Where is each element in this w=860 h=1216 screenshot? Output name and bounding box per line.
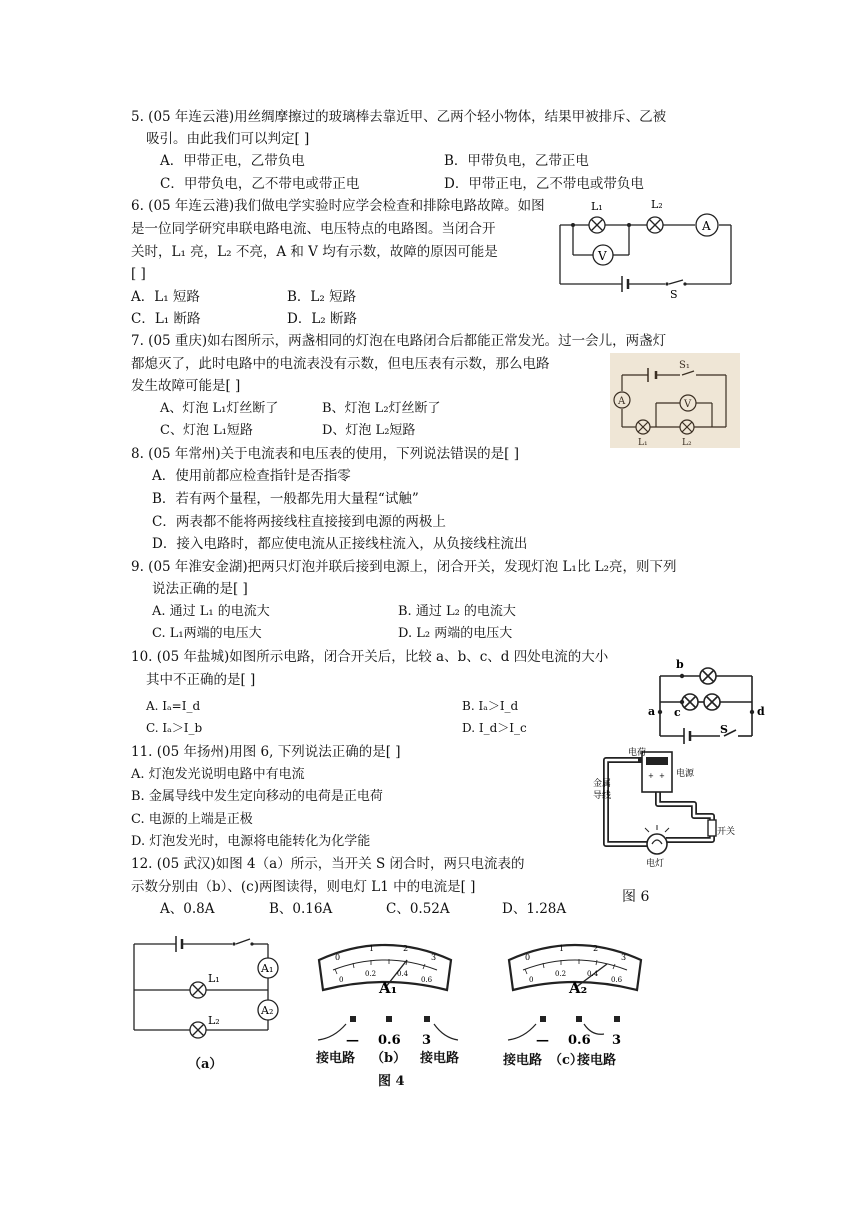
q12-label-a2: A₂: [261, 1004, 274, 1017]
q6-label-l1: L₁: [591, 200, 603, 213]
q6-label-voltmeter: V: [598, 249, 607, 263]
q12-meter-b-label: A₁: [379, 979, 398, 997]
q10-point-a: a: [648, 705, 656, 718]
q12-meter-c-terminals: [508, 1010, 648, 1050]
q11-figure-6: [592, 744, 736, 870]
q12-c-terminal-06: 0.6: [568, 1033, 591, 1048]
q12-meter-b: [315, 938, 455, 1000]
q12-b-connect-right: 接电路: [420, 1051, 460, 1066]
q10-point-c: c: [674, 706, 681, 719]
q12-b-inner-0: 0: [339, 976, 344, 984]
q8-option-c[interactable]: C．两表都不能将两接线柱直接接到电源的两极上: [152, 514, 446, 530]
q7-label-voltmeter: V: [684, 399, 692, 410]
q12-meter-b-terminals: [318, 1010, 458, 1050]
q12-b-inner-3: 0.6: [421, 976, 433, 984]
q7-stem-line1: 7. (05 重庆)如右图所示，两盏相同的灯泡在电路闭合后都能正常发光。过一会儿，两盏灯: [131, 333, 667, 349]
q6-option-c[interactable]: C．L₁ 断路: [131, 311, 201, 327]
q9-stem-line1: 9. (05 年淮安金湖)把两只灯泡并联后接到电源上，闭合开关，发现灯泡 L₁比 L₂亮，则下列: [131, 559, 677, 575]
q7-label-ammeter: A: [618, 396, 626, 407]
q10-stem-line2: 其中不正确的是[ ]: [146, 672, 256, 688]
q9-stem-line2: 说法正确的是[ ]: [152, 581, 248, 597]
q10-circuit-diagram: [620, 656, 768, 748]
q6-option-d[interactable]: D．L₂ 断路: [287, 311, 357, 327]
q5-stem-line2: 吸引。由此我们可以判定[ ]: [146, 131, 310, 147]
q12-c-connect-right: 接电路: [577, 1053, 617, 1068]
q12-option-a[interactable]: A、0.8A: [160, 901, 215, 917]
q11-option-d[interactable]: D. 灯泡发光时，电源将电能转化为化学能: [131, 834, 371, 849]
q7-label-l2: L₂: [682, 438, 692, 448]
q10-point-d: d: [757, 705, 765, 718]
q12-b-terminal-06: 0.6: [378, 1033, 401, 1048]
q12-c-outer-1: 1: [559, 944, 565, 953]
q7-label-s1: S₁: [679, 360, 690, 371]
svg-text:+: +: [648, 772, 654, 780]
q5-option-d[interactable]: D．甲带正电，乙不带电或带负电: [444, 176, 644, 192]
q12-caption-b: （b）: [371, 1051, 407, 1066]
q10-stem-line1: 10. (05 年盐城)如图所示电路，闭合开关后，比较 a、b、c、d 四处电流的大小: [131, 649, 609, 665]
q11-option-c[interactable]: C. 电源的上端是正极: [131, 812, 253, 827]
q6-stem-line4: [ ]: [131, 266, 146, 282]
q6-label-switch: S: [670, 288, 678, 301]
q12-circuit-a: [128, 930, 288, 1040]
q12-b-outer-2: 2: [403, 944, 409, 953]
q7-option-c[interactable]: C、灯泡 L₁短路: [160, 423, 253, 438]
q12-meter-c-label: A₂: [569, 979, 588, 997]
q7-option-a[interactable]: A、灯泡 L₁灯丝断了: [160, 401, 279, 416]
q12-figure-caption: 图 4: [378, 1074, 405, 1089]
q12-b-inner-1: 0.2: [365, 970, 377, 978]
q11-label-wire1: 金属: [593, 779, 612, 789]
q11-figure-caption: 图 6: [622, 889, 650, 905]
q12-b-connect-left: 接电路: [316, 1051, 356, 1066]
q9-option-b[interactable]: B. 通过 L₂ 的电流大: [398, 604, 516, 619]
q12-option-c[interactable]: C、0.52A: [386, 901, 450, 917]
q12-meter-c: [505, 938, 645, 1000]
q11-option-a[interactable]: A. 灯泡发光说明电路中有电流: [131, 767, 305, 782]
q12-b-terminal-3: 3: [422, 1033, 432, 1048]
q8-stem: 8. (05 年常州)关于电流表和电压表的使用，下列说法错误的是[ ]: [131, 446, 519, 462]
q11-stem: 11. (05 年扬州)用图 6, 下列说法正确的是[ ]: [131, 744, 401, 760]
q12-b-inner-2: 0.4: [397, 970, 409, 978]
q5-option-c[interactable]: C．甲带负电，乙不带电或带正电: [160, 176, 360, 192]
q9-option-a[interactable]: A. 通过 L₁ 的电流大: [152, 604, 270, 619]
q12-c-connect-left: 接电路: [503, 1053, 543, 1068]
q6-label-ammeter: A: [702, 219, 711, 233]
q12-b-outer-1: 1: [369, 944, 375, 953]
q8-option-b[interactable]: B．若有两个量程，一般都先用大量程“试触”: [152, 491, 419, 507]
q12-label-a1: A₁: [261, 962, 274, 975]
q12-caption-a: （a）: [188, 1057, 223, 1072]
q12-b-terminal-minus: —: [346, 1033, 359, 1048]
q7-stem-line2: 都熄灭了，此时电路中的电流表没有示数，但电压表有示数，那么电路: [131, 356, 550, 372]
q12-c-inner-2: 0.4: [587, 970, 599, 978]
q12-c-terminal-minus: —: [536, 1033, 549, 1048]
q7-option-d[interactable]: D、灯泡 L₂短路: [322, 423, 416, 438]
q11-label-lamp: 电灯: [646, 859, 665, 869]
q8-option-d[interactable]: D．接入电路时，都应使电流从正接线柱流入，从负接线柱流出: [152, 536, 528, 552]
q10-option-b[interactable]: B. Iₐ＞I_d: [462, 699, 519, 713]
q10-option-c[interactable]: C. Iₐ＞I_b: [146, 721, 203, 735]
q12-b-outer-0: 0: [335, 953, 341, 962]
q7-stem-line3: 发生故障可能是[ ]: [131, 378, 241, 394]
q6-label-l2: L₂: [651, 198, 663, 211]
q12-c-outer-2: 2: [593, 944, 599, 953]
q12-label-l1: L₁: [208, 972, 220, 985]
q5-stem-line1: 5. (05 年连云港)用丝绸摩擦过的玻璃棒去靠近甲、乙两个轻小物体，结果甲被排斥、乙被: [131, 109, 667, 125]
q12-stem-line2: 示数分别由（b）、(c)两图读得，则电灯 L1 中的电流是[ ]: [131, 879, 476, 895]
q11-label-wire2: 导线: [593, 791, 612, 801]
q11-option-b[interactable]: B. 金属导线中发生定向移动的电荷是正电荷: [131, 789, 383, 804]
q12-stem-line1: 12. (05 武汉)如图 4（a）所示，当开关 S 闭合时，两只电流表的: [131, 856, 525, 872]
q10-switch-label: S: [720, 723, 728, 736]
q7-circuit-photo: [610, 353, 740, 448]
q10-point-b: b: [676, 658, 684, 671]
q5-option-a[interactable]: A．甲带正电，乙带负电: [160, 153, 305, 169]
q11-label-switch: 开关: [717, 827, 736, 837]
q11-label-source: 电源: [676, 769, 695, 779]
svg-text:+: +: [659, 772, 665, 780]
q6-option-a[interactable]: A．L₁ 短路: [131, 289, 200, 305]
q8-option-a[interactable]: A．使用前都应检查指针是否指零: [152, 468, 351, 484]
q12-option-b[interactable]: B、0.16A: [269, 901, 333, 917]
q9-option-c[interactable]: C. L₁两端的电压大: [152, 626, 262, 641]
q6-stem-line3: 关时，L₁ 亮，L₂ 不亮，A 和 V 均有示数，故障的原因可能是: [131, 244, 498, 260]
q12-b-outer-3: 3: [431, 953, 437, 962]
q7-option-b[interactable]: B、灯泡 L₂灯丝断了: [322, 401, 441, 416]
q12-c-inner-1: 0.2: [555, 970, 567, 978]
q12-c-outer-3: 3: [621, 953, 627, 962]
q12-c-terminal-3: 3: [612, 1033, 622, 1048]
q12-label-l2: L₂: [208, 1014, 220, 1027]
q12-c-inner-3: 0.6: [611, 976, 623, 984]
q12-caption-c: （c）: [549, 1053, 583, 1068]
q12-c-outer-0: 0: [525, 953, 531, 962]
q10-option-d[interactable]: D. I_d＞I_c: [462, 721, 527, 735]
q6-circuit-diagram: [555, 198, 745, 300]
q6-stem-line2: 是一位同学研究串联电路电流、电压特点的电路图。当闭合开: [131, 221, 496, 237]
q11-label-charge: 电荷: [628, 748, 647, 758]
q5-option-b[interactable]: B．甲带负电，乙带正电: [444, 153, 589, 169]
q6-stem-line1: 6. (05 年连云港)我们做电学实验时应学会检查和排除电路故障。如图: [131, 198, 545, 214]
q12-c-inner-0: 0: [529, 976, 534, 984]
q10-option-a[interactable]: A. Iₐ=I_d: [146, 699, 201, 713]
q9-option-d[interactable]: D. L₂ 两端的电压大: [398, 626, 513, 641]
q7-label-l1: L₁: [638, 438, 648, 448]
q12-option-d[interactable]: D、1.28A: [502, 901, 567, 917]
q6-option-b[interactable]: B．L₂ 短路: [287, 289, 357, 305]
